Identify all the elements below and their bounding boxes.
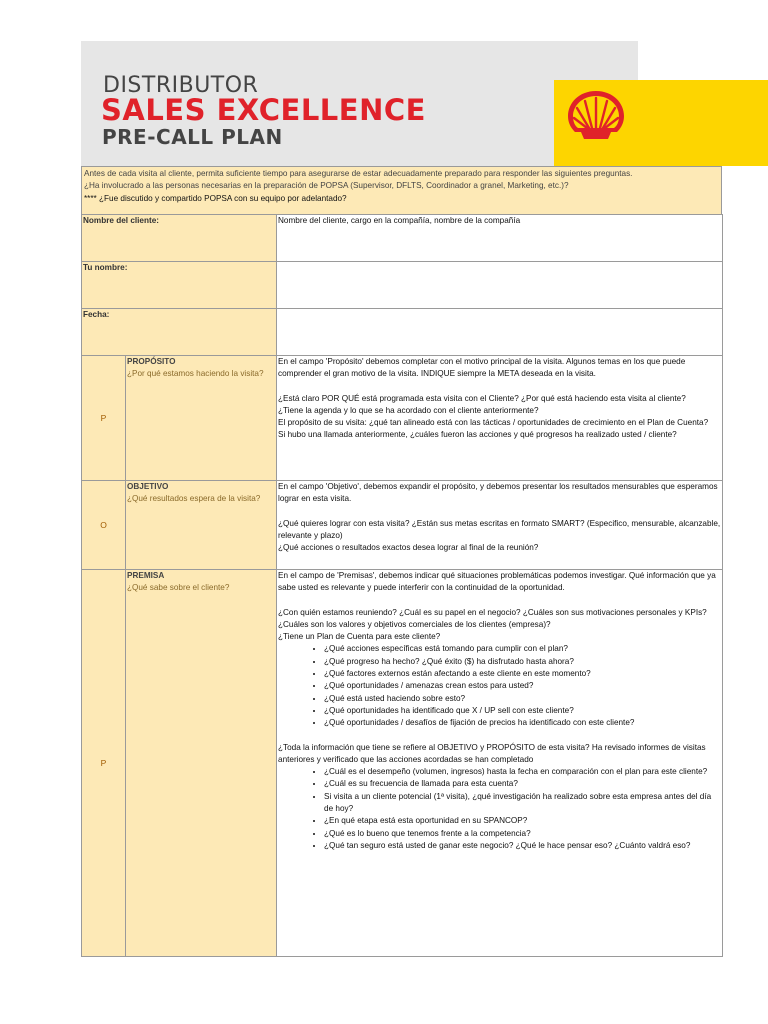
field-value-date[interactable] bbox=[277, 309, 723, 356]
objetivo-p3: ¿Qué acciones o resultados exactos desea lograr al final de la reunión? bbox=[278, 543, 539, 553]
section-question-objetivo: ¿Qué resultados espera de la visita? bbox=[127, 494, 261, 504]
list-item: • ¿Qué es lo bueno que tenemos frente a la competencia? bbox=[324, 828, 721, 840]
field-label-client: Nombre del cliente: bbox=[82, 215, 277, 262]
premisa-p2: ¿Con quién estamos reuniendo? ¿Cuál es su papel en el negocio? ¿Cuáles son sus motivaciones personales y KPIs? bbox=[278, 607, 707, 617]
section-row-premisa bbox=[82, 570, 723, 957]
list-item: • Si visita a un cliente potencial (1ª visita), ¿qué investigación ha realizado sobre esta empresa antes del día de hoy? bbox=[324, 791, 721, 816]
list-item: • ¿Cuál es el desempeño (volumen, ingresos) hasta la fecha en comparación con el plan para este cliente? bbox=[324, 766, 721, 778]
section-letter-o: O bbox=[82, 481, 126, 570]
plan-table bbox=[81, 214, 723, 957]
premisa-list-1 bbox=[278, 643, 721, 729]
section-body-objetivo[interactable] bbox=[277, 481, 723, 570]
logo-band bbox=[638, 80, 768, 166]
proposito-p1: En el campo 'Propósito' debemos completar con el motivo principal de la visita. Algunos temas en los que puede comprender el gran motivo de la visita. INDIQUE siempre la META deseada en la visita. bbox=[278, 357, 686, 379]
proposito-p5: Si hubo una llamada anteriormente, ¿cuáles fueron las acciones y qué progresos ha realizado usted / cliente? bbox=[278, 430, 677, 440]
premisa-p3: ¿Cuáles son los valores y objetivos comerciales de los clientes (empresa)? bbox=[278, 619, 551, 629]
field-label-date: Fecha: bbox=[82, 309, 277, 356]
list-item: • ¿En qué etapa está esta oportunidad en su SPANCOP? bbox=[324, 815, 721, 827]
list-item: • ¿Cuál es su frecuencia de llamada para esta cuenta? bbox=[324, 778, 721, 790]
list-item: • ¿Qué está usted haciendo sobre esto? bbox=[324, 693, 721, 705]
header-line-distributor: DISTRIBUTOR bbox=[103, 73, 259, 98]
field-value-client[interactable]: Nombre del cliente, cargo en la compañía, nombre de la compañía bbox=[277, 215, 723, 262]
proposito-p2: ¿Está claro POR QUÉ está programada esta visita con el Cliente? ¿Por qué está haciendo esta visita al cliente? bbox=[278, 393, 686, 403]
intro-line-3: **** ¿Fue discutido y compartido POPSA con su equipo por adelantado? bbox=[84, 193, 347, 203]
section-title-proposito: PROPÓSITO bbox=[127, 357, 176, 366]
section-row-objetivo bbox=[82, 481, 723, 570]
list-item: • ¿Qué oportunidades / desafíos de fijación de precios ha identificado con este cliente? bbox=[324, 717, 721, 729]
shell-logo-icon bbox=[565, 88, 627, 146]
objetivo-p2: ¿Qué quieres lograr con esta visita? ¿Están sus metas escritas en formato SMART? (Especifico, mensurable, alcanzable, relevante y plazo) bbox=[278, 518, 721, 540]
premisa-p4: ¿Tiene un Plan de Cuenta para este cliente? bbox=[278, 632, 441, 642]
section-title-objetivo: OBJETIVO bbox=[127, 482, 169, 491]
objetivo-p1: En el campo 'Objetivo', debemos expandir el propósito, y debemos presentar los resultados mensurables que esperamos lograr en esta visita. bbox=[278, 482, 718, 504]
intro-box bbox=[81, 166, 722, 214]
section-row-proposito bbox=[82, 356, 723, 481]
field-row-client bbox=[82, 215, 723, 262]
section-question-premisa: ¿Qué sabe sobre el cliente? bbox=[127, 583, 230, 593]
section-body-proposito[interactable] bbox=[277, 356, 723, 481]
header-line-pre-call-plan: PRE-CALL PLAN bbox=[102, 125, 283, 149]
list-item: • ¿Qué factores externos están afectando a este cliente en este momento? bbox=[324, 668, 721, 680]
field-row-your-name bbox=[82, 262, 723, 309]
pre-call-plan-form bbox=[81, 166, 722, 957]
premisa-p1: En el campo de 'Premisas', debemos indicar qué situaciones problemáticas podemos investigar. Qué información que ya sabe usted es relevante y puede interferir con la continuidad de la oportunidad. bbox=[278, 571, 716, 593]
section-title-cell-objetivo bbox=[126, 481, 277, 570]
list-item: • ¿Qué oportunidades ha identificado que X / UP sell con este cliente? bbox=[324, 705, 721, 717]
section-letter-p2: P bbox=[82, 570, 126, 957]
section-letter-p1: P bbox=[82, 356, 126, 481]
list-item: • ¿Qué progreso ha hecho? ¿Qué éxito ($) ha disfrutado hasta ahora? bbox=[324, 656, 721, 668]
list-item: • ¿Qué oportunidades / amenazas crean estos para usted? bbox=[324, 680, 721, 692]
list-item: • ¿Qué acciones específicas está tomando para cumplir con el plan? bbox=[324, 643, 721, 655]
section-question-proposito: ¿Por qué estamos haciendo la visita? bbox=[127, 369, 264, 379]
section-title-premisa: PREMISA bbox=[127, 571, 165, 580]
field-row-date bbox=[82, 309, 723, 356]
section-body-premisa[interactable] bbox=[277, 570, 723, 957]
intro-line-1: Antes de cada visita al cliente, permita suficiente tiempo para asegurarse de estar adecuadamente preparado para responder las siguientes preguntas. bbox=[84, 169, 633, 178]
section-title-cell-premisa bbox=[126, 570, 277, 957]
intro-line-2: ¿Ha involucrado a las personas necesarias en la preparación de POPSA (Supervisor, DFLTS, Coordinador a granel, Marketing, etc.)? bbox=[84, 181, 569, 191]
proposito-p4: El propósito de su visita: ¿qué tan alineado está con las tácticas / oportunidades de crecimiento en el Plan de Cuenta? bbox=[278, 418, 709, 428]
list-item: • ¿Qué tan seguro está usted de ganar este negocio? ¿Qué le hace pensar eso? ¿Cuánto valdrá eso? bbox=[324, 840, 721, 852]
field-value-your-name[interactable] bbox=[277, 262, 723, 309]
header-line-sales-excellence: SALES EXCELLENCE bbox=[101, 93, 426, 127]
section-title-cell-proposito bbox=[126, 356, 277, 481]
field-label-your-name: Tu nombre: bbox=[82, 262, 277, 309]
premisa-list-2 bbox=[278, 766, 721, 852]
proposito-p3: ¿Tiene la agenda y lo que se ha acordado con el cliente anteriormente? bbox=[278, 405, 539, 415]
premisa-p5: ¿Toda la información que tiene se refiere al OBJETIVO y PROPÓSITO de esta visita? Ha revisado informes de visitas anteriores y verificado que las acciones acordadas se han completado bbox=[278, 742, 706, 764]
